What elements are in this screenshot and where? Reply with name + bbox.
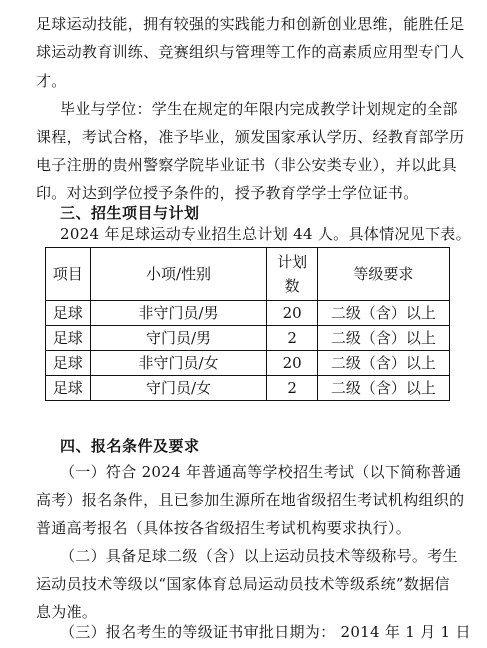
header-sub-item: 小项/性别 [90, 248, 267, 301]
section-heading: 三、招生项目与计划 [60, 204, 200, 222]
table-row [46, 351, 450, 376]
cell-level: 二级（含）以上 [317, 326, 449, 351]
cell-level: 二级（含）以上 [317, 301, 449, 326]
table-row [46, 376, 450, 401]
paragraph-line: 高考）报名条件，且已参加生源所在地省级招生考试机构组织的 [36, 491, 465, 509]
section-intro: 2024 年足球运动专业招生总计划 44 人。具体情况见下表。 [60, 225, 471, 243]
cell-item: 足球 [46, 326, 91, 351]
header-plan-count [267, 248, 317, 301]
cell-sub-item: 非守门员/女 [90, 351, 267, 376]
paragraph-line: 电子注册的贵州警察学院毕业证书（非公安类专业），并以此具 [36, 156, 457, 174]
cell-sub-item: 守门员/男 [90, 326, 267, 351]
paragraph-line: 球运动教育训练、竞赛组织与管理等工作的高素质应用型专门人 [36, 43, 465, 61]
cell-level: 二级（含）以上 [317, 351, 449, 376]
cell-count: 20 [267, 351, 317, 376]
header-level: 等级要求 [317, 248, 449, 301]
cell-count: 20 [267, 301, 317, 326]
header-item: 项目 [46, 248, 91, 301]
cell-count: 2 [267, 326, 317, 351]
cell-item: 足球 [46, 301, 91, 326]
paragraph-line: 息为准。 [36, 603, 98, 621]
paragraph-line: 毕业与学位：学生在规定的年限内完成教学计划规定的全部 [60, 100, 458, 118]
paragraph-line: 印。对达到学位授予条件的，授予教育学学士学位证书。 [36, 184, 419, 202]
cell-sub-item: 守门员/女 [90, 376, 267, 401]
paragraph-line: 课程，考试合格，准予毕业，颁发国家承认学历、经教育部学历 [36, 128, 465, 146]
header-plan-count-line2: 数 [284, 277, 300, 295]
cell-sub-item: 非守门员/男 [90, 301, 267, 326]
table-row [46, 326, 450, 351]
enrollment-plan-table [45, 247, 450, 401]
table-row [46, 301, 450, 326]
paragraph-line: 才。 [36, 72, 67, 90]
paragraph-line: 普通高考报名（具体按各省级招生考试机构要求执行）。 [36, 519, 412, 537]
cell-item: 足球 [46, 376, 91, 401]
table-header-row [46, 248, 450, 301]
cell-level: 二级（含）以上 [317, 376, 449, 401]
cell-item: 足球 [46, 351, 91, 376]
paragraph-line: 足球运动技能，拥有较强的实践能力和创新创业思维，能胜任足 [36, 15, 465, 33]
header-plan-count-line1: 计划 [277, 253, 308, 271]
paragraph-line: （一）符合 2024 年普通高等学校招生考试（以下简称普通 [60, 463, 462, 481]
cell-count: 2 [267, 376, 317, 401]
paragraph-line: 运动员技术等级以“国家体育总局运动员技术等级系统”数据信 [36, 575, 450, 593]
paragraph-line: （二）具备足球二级（含）以上运动员技术等级称号。考生 [60, 547, 458, 565]
section-heading: 四、报名条件及要求 [60, 437, 200, 455]
paragraph-line: （三）报名考生的等级证书审批日期为： 2014 年 1 月 1 日 [60, 623, 471, 641]
